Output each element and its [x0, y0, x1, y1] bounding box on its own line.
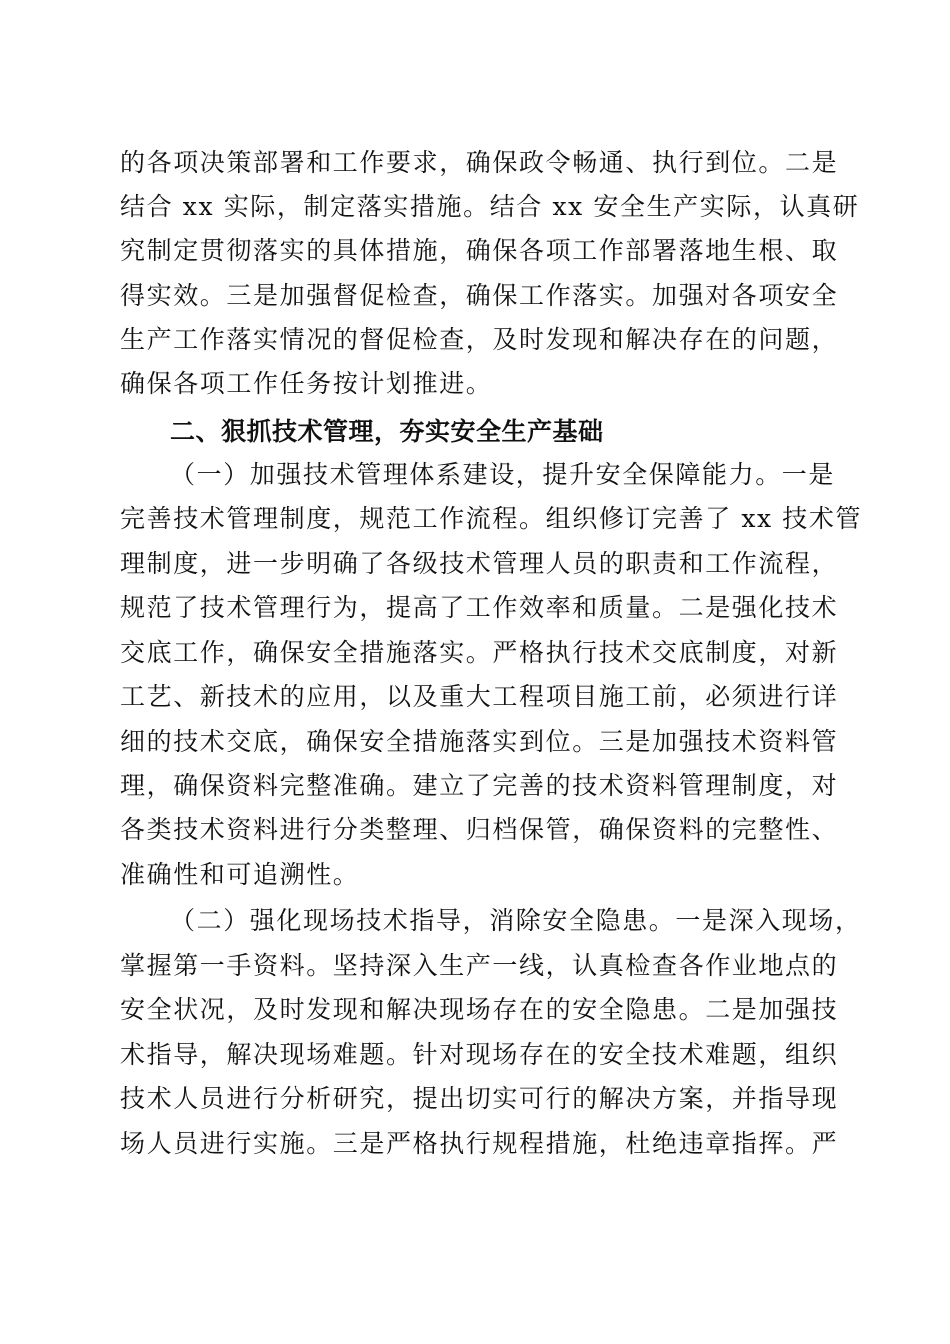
body-text-line: 掌握第一手资料。坚持深入生产一线，认真检查各作业地点的 — [120, 951, 839, 980]
body-text-line: 确保各项工作任务按计划推进。 — [120, 369, 493, 398]
body-text-line: 理制度，进一步明确了各级技术管理人员的职责和工作流程， — [120, 549, 839, 578]
body-text-line: 工艺、新技术的应用，以及重大工程项目施工前，必须进行详 — [120, 682, 839, 711]
body-text-line: 究制定贯彻落实的具体措施，确保各项工作部署落地生根、取 — [120, 236, 839, 265]
body-text-line: 结合 xx 实际，制定落实措施。结合 xx 安全生产实际，认真研 — [120, 192, 860, 221]
body-text-line: 场人员进行实施。三是严格执行规程措施，杜绝违章指挥。严 — [120, 1129, 839, 1158]
section-heading: 二、狠抓技术管理，夯实安全生产基础 — [170, 417, 604, 446]
body-text-line: 规范了技术管理行为，提高了工作效率和质量。二是强化技术 — [120, 593, 839, 622]
body-text-line: 理，确保资料完整准确。建立了完善的技术资料管理制度，对 — [120, 771, 839, 800]
body-text-line: 技术人员进行分析研究，提出切实可行的解决方案，并指导现 — [120, 1084, 839, 1113]
body-text-line: 安全状况，及时发现和解决现场存在的安全隐患。二是加强技 — [120, 995, 839, 1024]
body-text-line: 得实效。三是加强督促检查，确保工作落实。加强对各项安全 — [120, 281, 839, 310]
body-text-line: 准确性和可追溯性。 — [120, 860, 360, 889]
body-text-line: 细的技术交底，确保安全措施落实到位。三是加强技术资料管 — [120, 727, 839, 756]
subsection-heading-line: （二）强化现场技术指导，消除安全隐患。一是深入现场， — [170, 906, 862, 935]
body-text-line: 的各项决策部署和工作要求，确保政令畅通、执行到位。二是 — [120, 148, 839, 177]
body-text-line: 完善技术管理制度，规范工作流程。组织修订完善了 xx 技术管 — [120, 504, 863, 533]
body-text-line: 术指导，解决现场难题。针对现场存在的安全技术难题，组织 — [120, 1040, 839, 1069]
body-text-line: 交底工作，确保安全措施落实。严格执行技术交底制度，对新 — [120, 638, 839, 667]
body-text-line: 生产工作落实情况的督促检查，及时发现和解决存在的问题， — [120, 325, 839, 354]
body-text-line: 各类技术资料进行分类整理、归档保管，确保资料的完整性、 — [120, 815, 839, 844]
subsection-heading-line: （一）加强技术管理体系建设，提升安全保障能力。一是 — [170, 460, 836, 489]
